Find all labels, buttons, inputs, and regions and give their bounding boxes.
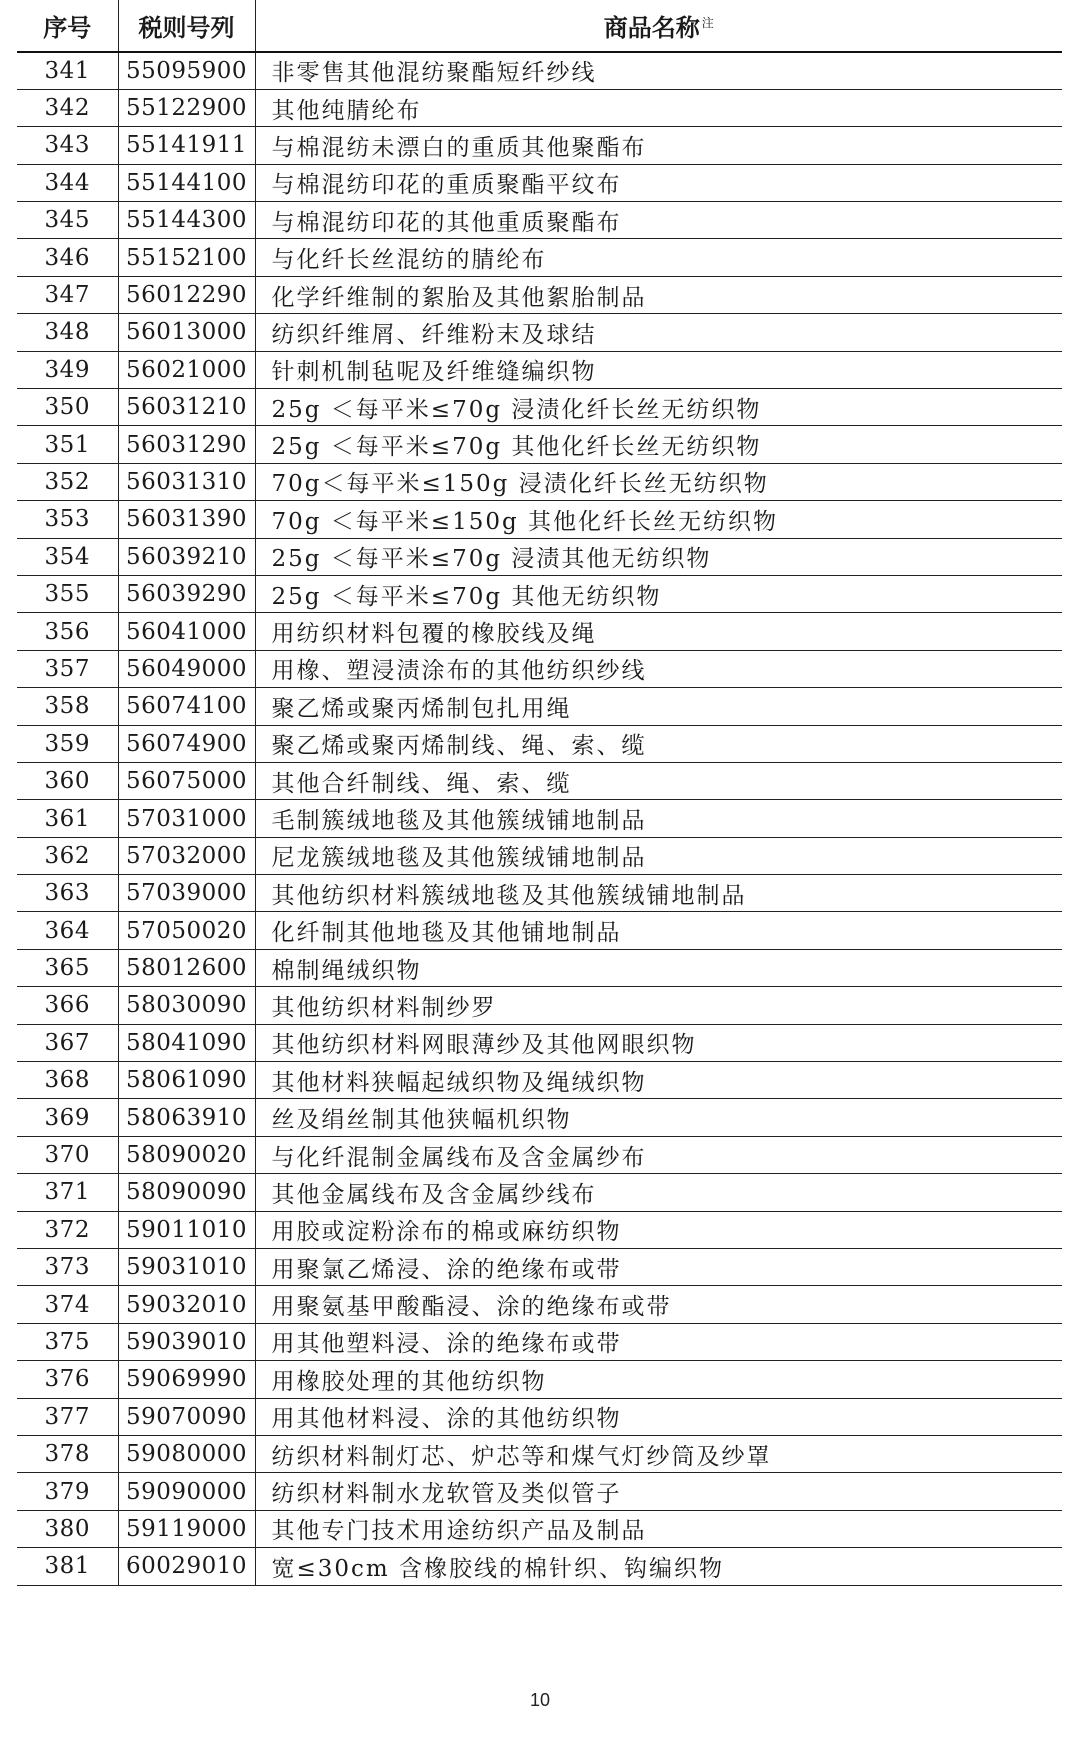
cell-seq: 358 (17, 688, 118, 725)
cell-seq: 362 (17, 837, 118, 874)
cell-seq: 377 (17, 1398, 118, 1435)
cell-name: 聚乙烯或聚丙烯制包扎用绳 (255, 688, 1062, 725)
cell-code: 59080000 (118, 1435, 255, 1472)
cell-name: 丝及绢丝制其他狭幅机织物 (255, 1099, 1062, 1136)
cell-seq: 364 (17, 912, 118, 949)
page-number: 10 (529, 1690, 551, 1710)
cell-name: 化学纤维制的絮胎及其他絮胎制品 (255, 276, 1062, 313)
cell-code: 58061090 (118, 1062, 255, 1099)
cell-code: 56031290 (118, 426, 255, 463)
table-row (17, 688, 1062, 725)
table-row (17, 1548, 1062, 1585)
table-row (17, 463, 1062, 500)
cell-name: 用橡、塑浸渍涂布的其他纺织纱线 (255, 650, 1062, 687)
cell-name: 其他合纤制线、绳、索、缆 (255, 762, 1062, 799)
cell-name: 70g ＜每平米≤150g 其他化纤长丝无纺织物 (255, 501, 1062, 538)
cell-seq: 348 (17, 314, 118, 351)
header-row (17, 0, 1062, 52)
table-body (17, 52, 1062, 1585)
table-row (17, 164, 1062, 201)
table-row (17, 1249, 1062, 1286)
cell-code: 56039210 (118, 538, 255, 575)
table-row (17, 613, 1062, 650)
table-row (17, 1136, 1062, 1173)
table-row (17, 1435, 1062, 1472)
cell-seq: 352 (17, 463, 118, 500)
table-row (17, 987, 1062, 1024)
cell-name: 25g ＜每平米≤70g 其他无纺织物 (255, 575, 1062, 612)
cell-seq: 360 (17, 762, 118, 799)
table-row (17, 912, 1062, 949)
cell-seq: 363 (17, 875, 118, 912)
cell-code: 57039000 (118, 875, 255, 912)
table-row (17, 501, 1062, 538)
table-row (17, 202, 1062, 239)
cell-seq: 347 (17, 276, 118, 313)
tariff-table (17, 0, 1062, 1586)
header-name (255, 0, 1062, 52)
cell-code: 59032010 (118, 1286, 255, 1323)
cell-seq: 341 (17, 52, 118, 89)
cell-code: 56031310 (118, 463, 255, 500)
table-row (17, 538, 1062, 575)
cell-seq: 342 (17, 89, 118, 126)
cell-name: 25g ＜每平米≤70g 其他化纤长丝无纺织物 (255, 426, 1062, 463)
header-code: 税则号列 (118, 0, 255, 52)
cell-seq: 361 (17, 800, 118, 837)
cell-code: 57050020 (118, 912, 255, 949)
cell-code: 56031390 (118, 501, 255, 538)
cell-seq: 378 (17, 1435, 118, 1472)
header-name-label: 商品名称 (603, 14, 700, 42)
cell-name: 聚乙烯或聚丙烯制线、绳、索、缆 (255, 725, 1062, 762)
cell-name: 用其他塑料浸、涂的绝缘布或带 (255, 1323, 1062, 1360)
table-row (17, 89, 1062, 126)
table-row (17, 1062, 1062, 1099)
cell-name: 用聚氯乙烯浸、涂的绝缘布或带 (255, 1249, 1062, 1286)
cell-name: 纺织纤维屑、纤维粉末及球结 (255, 314, 1062, 351)
cell-code: 56075000 (118, 762, 255, 799)
table-row (17, 875, 1062, 912)
cell-seq: 350 (17, 389, 118, 426)
cell-code: 55141911 (118, 127, 255, 164)
cell-name: 与棉混纺印花的重质聚酯平纹布 (255, 164, 1062, 201)
table-row (17, 1473, 1062, 1510)
cell-name: 其他纺织材料簇绒地毯及其他簇绒铺地制品 (255, 875, 1062, 912)
cell-name: 与化纤混制金属线布及含金属纱布 (255, 1136, 1062, 1173)
table-row (17, 351, 1062, 388)
header-note-mark: 注 (701, 16, 714, 30)
cell-seq: 372 (17, 1211, 118, 1248)
cell-code: 58090020 (118, 1136, 255, 1173)
table-row (17, 1510, 1062, 1547)
table-row (17, 800, 1062, 837)
cell-seq: 373 (17, 1249, 118, 1286)
cell-code: 55144100 (118, 164, 255, 201)
table-row (17, 426, 1062, 463)
cell-code: 56049000 (118, 650, 255, 687)
cell-seq: 354 (17, 538, 118, 575)
cell-name: 用橡胶处理的其他纺织物 (255, 1361, 1062, 1398)
cell-code: 56021000 (118, 351, 255, 388)
cell-name: 棉制绳绒织物 (255, 949, 1062, 986)
cell-seq: 368 (17, 1062, 118, 1099)
cell-code: 55095900 (118, 52, 255, 89)
cell-seq: 355 (17, 575, 118, 612)
table-row (17, 650, 1062, 687)
cell-code: 56031210 (118, 389, 255, 426)
cell-name: 纺织材料制灯芯、炉芯等和煤气灯纱筒及纱罩 (255, 1435, 1062, 1472)
cell-name: 毛制簇绒地毯及其他簇绒铺地制品 (255, 800, 1062, 837)
cell-seq: 351 (17, 426, 118, 463)
cell-seq: 349 (17, 351, 118, 388)
table-row (17, 1398, 1062, 1435)
cell-name: 尼龙簇绒地毯及其他簇绒铺地制品 (255, 837, 1062, 874)
cell-code: 59011010 (118, 1211, 255, 1248)
table-header (17, 0, 1062, 52)
cell-name: 其他纯腈纶布 (255, 89, 1062, 126)
cell-seq: 345 (17, 202, 118, 239)
cell-name: 与棉混纺印花的其他重质聚酯布 (255, 202, 1062, 239)
table-row (17, 1286, 1062, 1323)
cell-code: 57031000 (118, 800, 255, 837)
table-row (17, 52, 1062, 89)
table-row (17, 1211, 1062, 1248)
cell-name: 其他纺织材料制纱罗 (255, 987, 1062, 1024)
cell-code: 57032000 (118, 837, 255, 874)
table-row (17, 949, 1062, 986)
cell-name: 用纺织材料包覆的橡胶线及绳 (255, 613, 1062, 650)
table-row (17, 239, 1062, 276)
cell-name: 25g ＜每平米≤70g 浸渍其他无纺织物 (255, 538, 1062, 575)
table-row (17, 725, 1062, 762)
cell-name: 与化纤长丝混纺的腈纶布 (255, 239, 1062, 276)
cell-code: 56074900 (118, 725, 255, 762)
cell-seq: 366 (17, 987, 118, 1024)
cell-name: 化纤制其他地毯及其他铺地制品 (255, 912, 1062, 949)
cell-code: 59070090 (118, 1398, 255, 1435)
cell-name: 用其他材料浸、涂的其他纺织物 (255, 1398, 1062, 1435)
cell-seq: 367 (17, 1024, 118, 1061)
cell-name: 用聚氨基甲酸酯浸、涂的绝缘布或带 (255, 1286, 1062, 1323)
cell-seq: 375 (17, 1323, 118, 1360)
cell-seq: 370 (17, 1136, 118, 1173)
cell-seq: 381 (17, 1548, 118, 1585)
cell-code: 58012600 (118, 949, 255, 986)
table-row (17, 1323, 1062, 1360)
cell-seq: 344 (17, 164, 118, 201)
table-row (17, 127, 1062, 164)
cell-code: 59039010 (118, 1323, 255, 1360)
cell-name: 70g＜每平米≤150g 浸渍化纤长丝无纺织物 (255, 463, 1062, 500)
cell-name: 纺织材料制水龙软管及类似管子 (255, 1473, 1062, 1510)
cell-code: 59069990 (118, 1361, 255, 1398)
cell-seq: 371 (17, 1174, 118, 1211)
cell-code: 60029010 (118, 1548, 255, 1585)
cell-code: 56012290 (118, 276, 255, 313)
table-row (17, 1024, 1062, 1061)
table-row (17, 276, 1062, 313)
table-row (17, 314, 1062, 351)
cell-code: 59119000 (118, 1510, 255, 1547)
cell-code: 59090000 (118, 1473, 255, 1510)
cell-seq: 346 (17, 239, 118, 276)
cell-seq: 376 (17, 1361, 118, 1398)
cell-code: 58063910 (118, 1099, 255, 1136)
cell-code: 56013000 (118, 314, 255, 351)
cell-code: 56074100 (118, 688, 255, 725)
cell-code: 56041000 (118, 613, 255, 650)
cell-code: 55152100 (118, 239, 255, 276)
cell-seq: 374 (17, 1286, 118, 1323)
cell-name: 宽≤30cm 含橡胶线的棉针织、钩编织物 (255, 1548, 1062, 1585)
cell-name: 非零售其他混纺聚酯短纤纱线 (255, 52, 1062, 89)
cell-name: 与棉混纺未漂白的重质其他聚酯布 (255, 127, 1062, 164)
cell-code: 58030090 (118, 987, 255, 1024)
cell-seq: 379 (17, 1473, 118, 1510)
cell-name: 针刺机制毡呢及纤维缝编织物 (255, 351, 1062, 388)
cell-name: 其他金属线布及含金属纱线布 (255, 1174, 1062, 1211)
cell-code: 58090090 (118, 1174, 255, 1211)
cell-seq: 369 (17, 1099, 118, 1136)
table-row (17, 762, 1062, 799)
cell-code: 56039290 (118, 575, 255, 612)
cell-seq: 359 (17, 725, 118, 762)
cell-code: 55144300 (118, 202, 255, 239)
cell-code: 55122900 (118, 89, 255, 126)
table-row (17, 575, 1062, 612)
cell-seq: 357 (17, 650, 118, 687)
cell-seq: 380 (17, 1510, 118, 1547)
cell-seq: 356 (17, 613, 118, 650)
table-row (17, 837, 1062, 874)
cell-name: 其他专门技术用途纺织产品及制品 (255, 1510, 1062, 1547)
table-row (17, 389, 1062, 426)
cell-code: 58041090 (118, 1024, 255, 1061)
cell-name: 25g ＜每平米≤70g 浸渍化纤长丝无纺织物 (255, 389, 1062, 426)
table-row (17, 1099, 1062, 1136)
table-row (17, 1174, 1062, 1211)
cell-name: 其他纺织材料网眼薄纱及其他网眼织物 (255, 1024, 1062, 1061)
cell-seq: 343 (17, 127, 118, 164)
cell-seq: 353 (17, 501, 118, 538)
header-seq: 序号 (17, 0, 118, 52)
cell-seq: 365 (17, 949, 118, 986)
cell-name: 用胶或淀粉涂布的棉或麻纺织物 (255, 1211, 1062, 1248)
cell-code: 59031010 (118, 1249, 255, 1286)
table-row (17, 1361, 1062, 1398)
cell-name: 其他材料狭幅起绒织物及绳绒织物 (255, 1062, 1062, 1099)
